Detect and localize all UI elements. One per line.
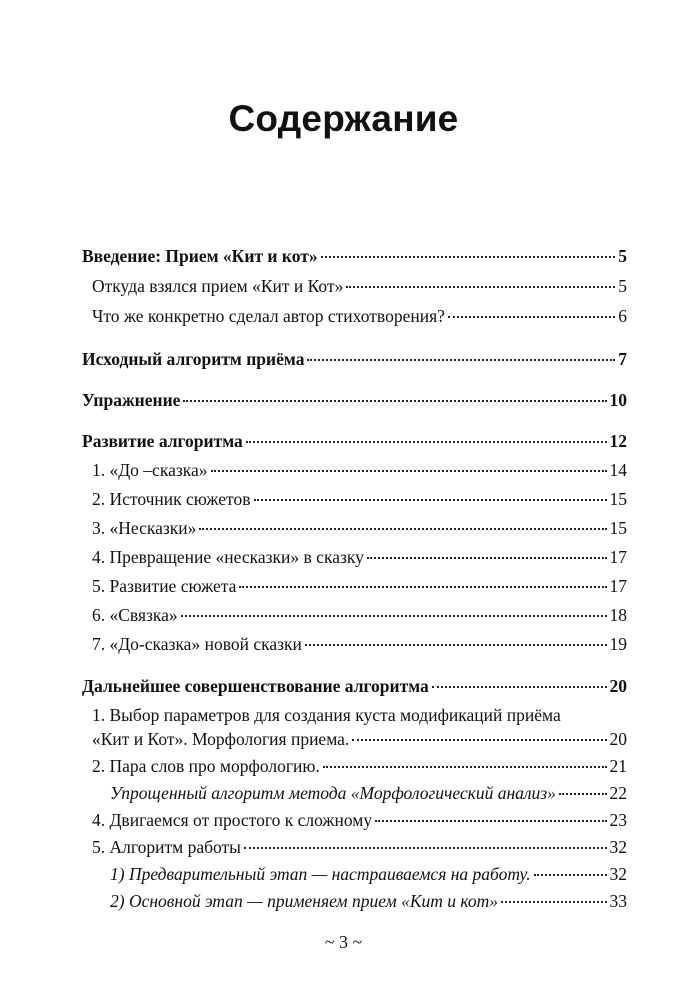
toc-page-number: 21 bbox=[609, 756, 627, 776]
toc-entry-text-line1: 1. Выбор параметров для создания куста модификаций приёма bbox=[92, 705, 561, 725]
toc-entry-text: 3. «Несказки» bbox=[92, 518, 197, 538]
page-title: Содержание bbox=[228, 98, 459, 139]
toc-leader-dots bbox=[323, 766, 607, 768]
toc-entry-text: Развитие алгоритма bbox=[82, 431, 243, 451]
toc-entry-text: «Кит и Кот». Морфология приема. bbox=[92, 729, 350, 749]
toc-entry-transform[interactable] bbox=[82, 545, 627, 569]
toc-leader-dots bbox=[501, 901, 606, 903]
toc-leader-dots bbox=[559, 793, 607, 795]
toc-leader-dots bbox=[305, 644, 607, 646]
table-of-contents bbox=[82, 244, 627, 913]
toc-entry-text: Исходный алгоритм приёма bbox=[82, 349, 305, 369]
toc-page-number: 15 bbox=[609, 518, 627, 538]
toc-entry-text: 1. «До –сказка» bbox=[92, 460, 208, 480]
toc-entry-text: Упрощенный алгоритм метода «Морфологический анализ» bbox=[110, 783, 556, 803]
toc-page-number: 20 bbox=[609, 729, 627, 749]
toc-leader-dots bbox=[239, 586, 606, 588]
toc-leader-dots bbox=[183, 400, 606, 402]
toc-entry-text: 4. Двигаемся от простого к сложному bbox=[92, 810, 373, 830]
toc-entry-svyazka[interactable] bbox=[82, 603, 627, 627]
toc-entry-main-stage[interactable] bbox=[82, 889, 627, 913]
toc-entry-text: 2. Источник сюжетов bbox=[92, 489, 251, 509]
toc-entry-text: Откуда взялся прием «Кит и Кот» bbox=[92, 276, 344, 296]
toc-entry-base-algorithm[interactable] bbox=[82, 347, 627, 371]
toc-entry-do-skazka[interactable] bbox=[82, 458, 627, 482]
toc-page-number: 12 bbox=[609, 431, 627, 451]
page-number-footer: ~ 3 ~ bbox=[324, 932, 363, 952]
toc-entry-text: 6. «Связка» bbox=[92, 605, 178, 625]
toc-leader-dots bbox=[254, 499, 607, 501]
toc-page-number: 10 bbox=[609, 390, 627, 410]
toc-entry-intro[interactable] bbox=[82, 244, 627, 268]
toc-entry-exercise[interactable] bbox=[82, 388, 627, 412]
toc-entry-text: Что же конкретно сделал автор стихотворения? bbox=[92, 306, 445, 326]
toc-entry-params[interactable] bbox=[82, 703, 627, 751]
toc-entry-origin[interactable] bbox=[82, 274, 627, 298]
toc-page-number: 18 bbox=[609, 605, 627, 625]
toc-entry-new-tale[interactable] bbox=[82, 632, 627, 656]
toc-entry-text: 2. Пара слов про морфологию. bbox=[92, 756, 320, 776]
toc-leader-dots bbox=[199, 528, 606, 530]
toc-page-number: 15 bbox=[609, 489, 627, 509]
toc-entry-simple-complex[interactable] bbox=[82, 808, 627, 832]
toc-page-number: 14 bbox=[609, 460, 627, 480]
toc-entry-simplified[interactable] bbox=[82, 781, 627, 805]
toc-page-number: 5 bbox=[618, 276, 627, 296]
toc-page-number: 5 bbox=[618, 246, 627, 266]
toc-entry-prelim-stage[interactable] bbox=[82, 862, 627, 886]
toc-leader-dots bbox=[307, 359, 615, 361]
toc-page-number: 22 bbox=[609, 783, 627, 803]
toc-entry-text: 2) Основной этап — применяем прием «Кит и кот» bbox=[110, 891, 499, 911]
toc-page-number: 19 bbox=[609, 634, 627, 654]
toc-leader-dots bbox=[367, 557, 607, 559]
toc-leader-dots bbox=[321, 256, 616, 258]
toc-entry-text: Дальнейшее совершенствование алгоритма bbox=[82, 676, 429, 696]
toc-page-number: 32 bbox=[609, 837, 627, 857]
toc-leader-dots bbox=[181, 615, 607, 617]
toc-leader-dots bbox=[244, 847, 607, 849]
toc-page-number: 6 bbox=[618, 306, 627, 326]
toc-page-number: 23 bbox=[609, 810, 627, 830]
toc-leader-dots bbox=[448, 316, 615, 318]
toc-page-number: 32 bbox=[609, 864, 627, 884]
toc-entry-morphology[interactable] bbox=[82, 754, 627, 778]
toc-leader-dots bbox=[375, 820, 606, 822]
toc-page-number: 33 bbox=[609, 891, 627, 911]
toc-leader-dots bbox=[534, 874, 607, 876]
toc-page-number: 17 bbox=[609, 576, 627, 596]
toc-entry-text: 4. Превращение «несказки» в сказку bbox=[92, 547, 364, 567]
toc-entry-text: Введение: Прием «Кит и кот» bbox=[82, 246, 318, 266]
toc-entry-text: Упражнение bbox=[82, 390, 181, 410]
toc-entry-plot[interactable] bbox=[82, 574, 627, 598]
toc-entry-neskazki[interactable] bbox=[82, 516, 627, 540]
toc-entry-text: 7. «До-сказка» новой сказки bbox=[92, 634, 302, 654]
toc-leader-dots bbox=[346, 286, 615, 288]
toc-entry-work-algorithm[interactable] bbox=[82, 835, 627, 859]
toc-leader-dots bbox=[246, 441, 607, 443]
toc-entry-text: 5. Алгоритм работы bbox=[92, 837, 241, 857]
toc-leader-dots bbox=[352, 739, 606, 741]
toc-page-number: 7 bbox=[618, 349, 627, 369]
toc-page-number: 20 bbox=[609, 676, 627, 696]
toc-entry-development[interactable] bbox=[82, 429, 627, 453]
toc-entry-further[interactable] bbox=[82, 674, 627, 698]
toc-leader-dots bbox=[432, 686, 607, 688]
toc-entry-text: 1) Предварительный этап — настраиваемся на работу. bbox=[110, 864, 531, 884]
toc-entry-source[interactable] bbox=[82, 487, 627, 511]
toc-entry-text: 5. Развитие сюжета bbox=[92, 576, 237, 596]
toc-page-number: 17 bbox=[609, 547, 627, 567]
toc-leader-dots bbox=[211, 470, 607, 472]
toc-entry-author[interactable] bbox=[82, 304, 627, 328]
